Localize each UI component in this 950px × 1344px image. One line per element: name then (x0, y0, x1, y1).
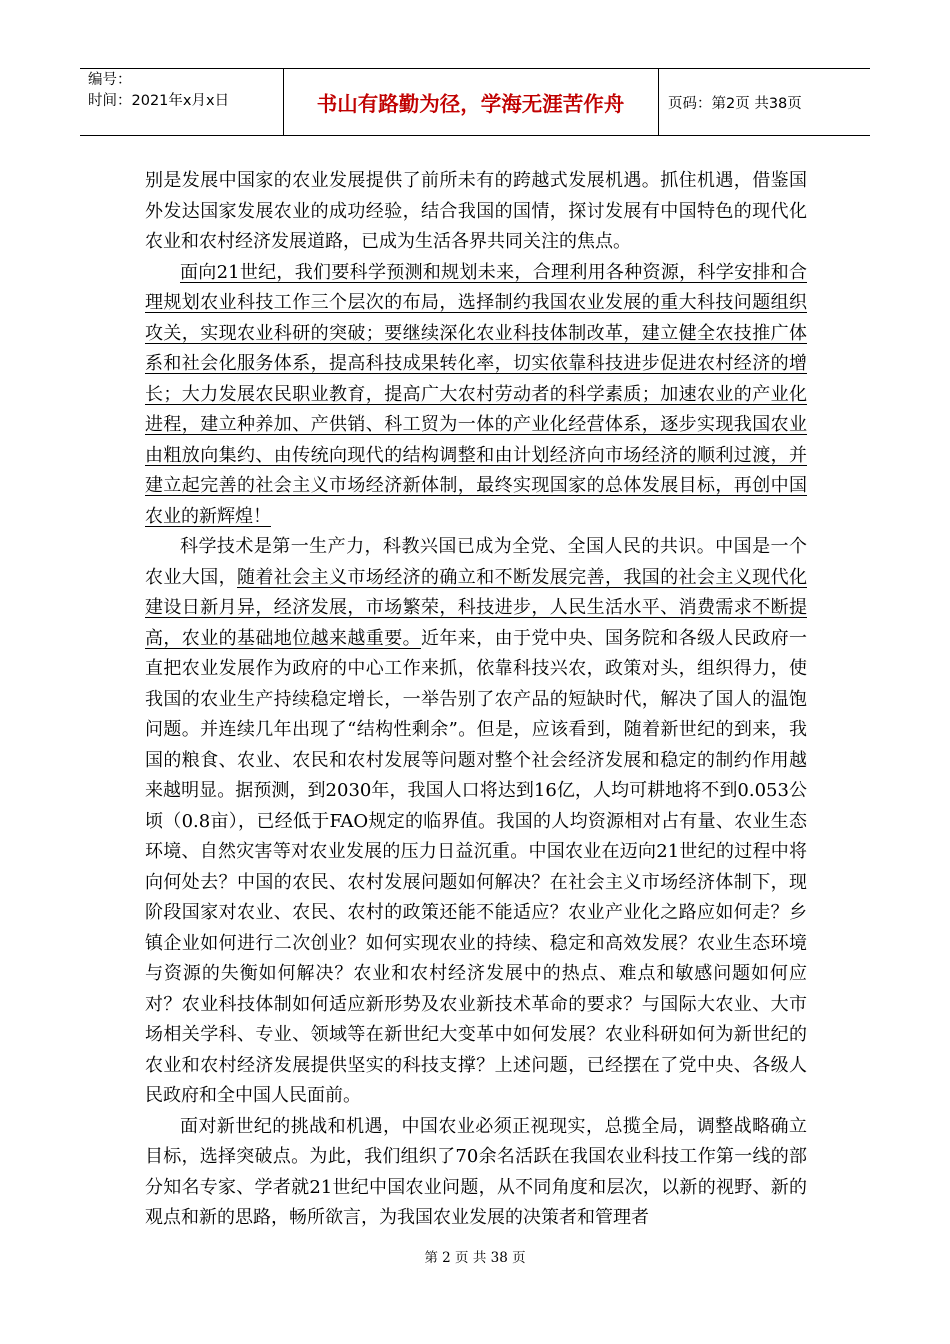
document-number-label: 编号： (88, 72, 132, 88)
document-date: 时间：2021年x月x日 (88, 93, 230, 109)
page-footer: 第 2 页 共 38 页 (424, 1250, 526, 1266)
paragraph-text: 近年来，由于党中央、国务院和各级人民政府一直把农业发展作为政府的中心工作来抓，依靠科技兴农，政策对头，组织得力，使我国的农业生产持续稳定增长，一举告别了农产品的短缺时代，解决了国人的温饱问题。并连续几年出现了“结构性剩余”。但是，应该看到，随着新世纪的到来，我国的粮食、农业、农民和农村发展等问题对整个社会经济发展和稳定的制约作用越来越明显。据预测，到2030年，我国人口将达到16亿，人均可耕地将不到0.053公顷（0.8亩），已经低于FAO规定的临界值。我国的人均资源相对占有量、农业生态环境、自然灾害等对农业发展的压力日益沉重。中国农业在迈向21世纪的过程中将向何处去？中国的农民、农村发展问题如何解决？在社会主义市场经济体制下，现阶段国家对农业、农民、农村的政策还能不能适应？农业产业化之路应如何走？乡镇企业如何进行二次创业？如何实现农业的持续、稳定和高效发展？农业生态环境与资源的失衡如何解决？农业和农村经济发展中的热点、难点和敏感问题如何应对？农业科技体制如何适应新形势及农业新技术革命的要求？与国际大农业、大市场相关学科、专业、领域等在新世纪大变革中如何发展？农业科研如何为新世纪的农业和农村经济发展提供坚实的科技支撑？上述问题，已经摆在了党中央、各级人民政府和全中国人民面前。 (145, 627, 807, 1106)
underlined-text: 随着社会主义市场经济的确立和不断发展完善，我国的社会主义现代化建设日新月异，经济发展，市场繁荣，科技进步，人民生活水平、消费需求不断提高，农业的基础地位越来越重要。 (145, 566, 807, 649)
header-page-info: 页码：第2页 共38页 (668, 95, 802, 112)
page-header (80, 68, 870, 136)
paragraph-text: 科学技术是第一生产力，科教兴国已成为全党、全国人民的共识。中国是一个农业大国， (145, 536, 807, 588)
paragraph: 别是发展中国家的农业发展提供了前所未有的跨越式发展机遇。抓住机遇，借鉴国外发达国家发展农业的成功经验，结合我国的国情，探讨发展有中国特色的现代化农业和农村经济发展道路，已成为生活各界共同关注的焦点。 (145, 170, 807, 252)
header-motto: 书山有路勤为径，学海无涯苦作舟 (316, 92, 625, 116)
header-meta (88, 70, 283, 112)
paragraph (145, 532, 807, 1112)
underlined-text: 面向21世纪，我们要科学预测和规划未来，合理利用各种资源，科学安排和合理规划农业科技工作三个层次的布局，选择制约我国农业发展的重大科技问题组织攻关，实现农业科研的突破；要继续深化农业科技体制改革，建立健全农技推广体系和社会化服务体系，提高科技成果转化率，切实依靠科技进步促进农村经济的增长；大力发展农民职业教育，提高广大农村劳动者的科学素质；加速农业的产业化进程，建立种养加、产供销、科工贸为一体的产业化经营体系，逐步实现我国农业由粗放向集约、由传统向现代的结构调整和由计划经济向市场经济的顺利过渡，并建立起完善的社会主义市场经济新体制，最终实现国家的总体发展目标，再创中国农业的新辉煌！ (145, 261, 807, 527)
paragraph: 面对新世纪的挑战和机遇，中国农业必须正视现实，总揽全局，调整战略确立目标，选择突破点。为此，我们组织了70余名活跃在我国农业科技工作第一线的部分知名专家、学者就21世纪中国农业问题，从不同角度和层次，以新的视野、新的观点和新的思路，畅所欲言，为我国农业发展的决策者和管理者 (145, 1115, 807, 1228)
document-body (145, 166, 807, 1234)
paragraph (145, 258, 807, 533)
